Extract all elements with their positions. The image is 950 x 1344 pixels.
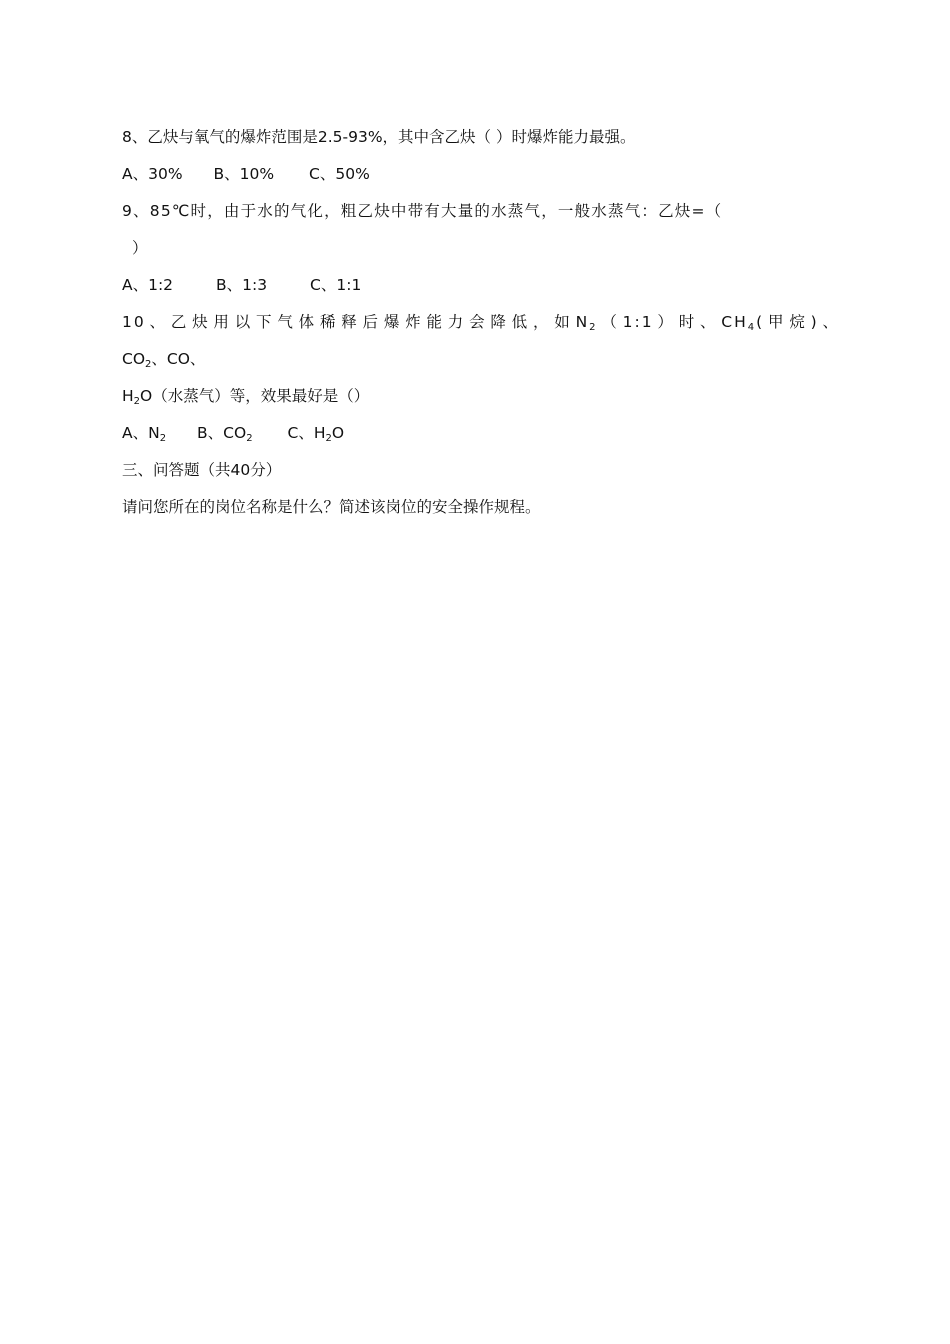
q9-question-line2: ） <box>132 239 148 257</box>
q10-options <box>122 422 344 444</box>
q9-option-c: C、1:1 <box>310 276 362 294</box>
q10-question-line3: $H_2O$（水蒸气）等，效果最好是（） <box>122 387 370 407</box>
q9-options <box>122 274 361 296</box>
q9-option-a: A、1:2 <box>122 276 174 294</box>
q8-option-c: C、50% <box>309 165 370 183</box>
q10-option-a: A、$N_2$ <box>122 424 167 444</box>
q8-option-a: A、30% <box>122 165 183 183</box>
q10-question-line1: 10、乙炔用以下气体稀释后爆炸能力会降低，如$N_2(1:1)$时、$CH_4$(甲烷)、 <box>122 313 840 333</box>
q9-option-b: B、1:3 <box>216 276 268 294</box>
section3-heading: 三、问答题（共40分） <box>122 461 282 479</box>
q10-option-c: C、$H_2O$ <box>287 424 345 444</box>
q8-question: 8、乙炔与氧气的爆炸范围是2.5-93%，其中含乙炔（ ）时爆炸能力最强。 <box>122 128 636 146</box>
q8-option-b: B、10% <box>213 165 275 183</box>
q8-options <box>122 163 370 185</box>
q10-question-line2: $CO_2$、CO、 <box>122 350 206 370</box>
section3-question: 请问您所在的岗位名称是什么？简述该岗位的安全操作规程。 <box>122 498 541 516</box>
q9-question-line1: 9、85℃时，由于水的气化，粗乙炔中带有大量的水蒸气，一般水蒸气：乙炔=（ <box>122 202 723 220</box>
q10-option-b: B、$CO_2$ <box>197 424 253 444</box>
